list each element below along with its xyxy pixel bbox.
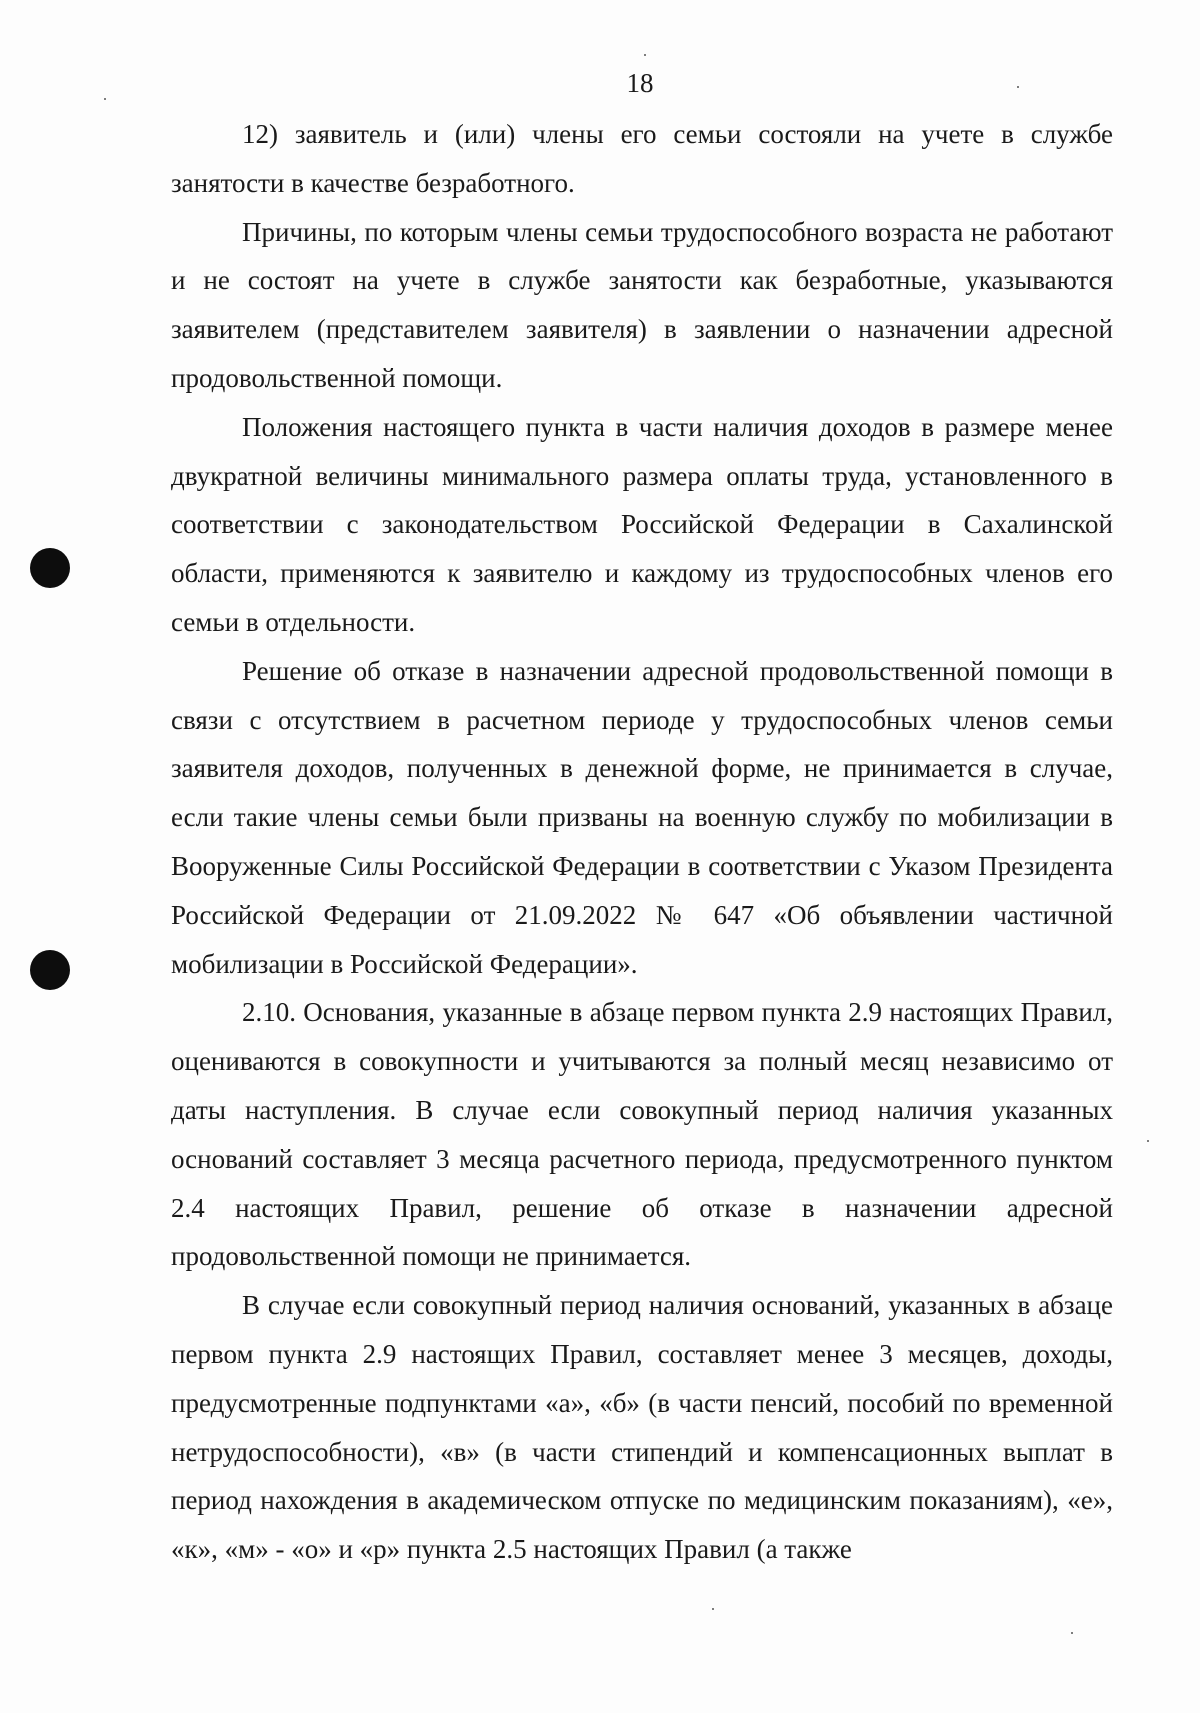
document-body [171,110,1113,1574]
paragraph-2-10: 2.10. Основания, указанные в абзаце первом пункта 2.9 настоящих Правил, оцениваются в совокупности и учитываются за полный месяц независимо от даты наступления. В случае если совокупный период наличия указанных оснований составляет 3 месяца расчетного периода, предусмотренного пунктом 2.4 настоящих Правил, решение об отказе в назначении адресной продовольственной помощи не принимается. [171,997,1113,1272]
scan-speck [1071,1632,1073,1634]
paragraph-item-12: 12) заявитель и (или) члены его семьи состояли на учете в службе занятости в качестве безработного. [171,119,1113,198]
page-number: 18 [626,68,654,98]
paragraph-mobilization: Решение об отказе в назначении адресной продовольственной помощи в связи с отсутствием в расчетном периоде у трудоспособных членов семьи заявителя доходов, полученных в денежной форме, не принимается в случае, если такие члены семьи были призваны на военную службу по мобилизации в Вооруженные Силы Российской Федерации в соответствии с Указом Президента Российской Федерации от 21.09.2022 № 647 «Об объявлении частичной мобилизации в Российской Федерации». [171,655,1113,979]
scan-speck [104,98,106,100]
scan-speck [1017,86,1019,88]
scan-speck [644,54,646,56]
paragraph-income-provisions: Положения настоящего пункта в части наличия доходов в размере менее двукратной величины минимального размера оплаты труда, установленного в соответствии с законодательством Российской Федерации в Сахалинской области, применяются к заявителю и каждому из трудоспособных членов его семьи в отдельности. [171,411,1113,637]
punch-hole-lower [30,950,70,990]
punch-hole-upper [30,548,70,588]
scan-speck [1147,1140,1149,1142]
scan-speck [712,1608,714,1610]
paragraph-reasons: Причины, по которым члены семьи трудоспособного возраста не работают и не состоят на учете в службе занятости как безработные, указываются заявителем (представителем заявителя) в заявлении о назначении адресной продовольственной помощи. [171,216,1113,393]
paragraph-less-than-3-months: В случае если совокупный период наличия оснований, указанных в абзаце первом пункта 2.9 настоящих Правил, составляет менее 3 месяцев, доходы, предусмотренные подпунктами «а», «б» (в части пенсий, пособий по временной нетрудоспособности), «в» (в части стипендий и компенсационных выплат в период нахождения в академическом отпуске по медицинским показаниям), «е», «к», «м» - «о» и «р» пункта 2.5 настоящих Правил (а также [171,1290,1113,1565]
